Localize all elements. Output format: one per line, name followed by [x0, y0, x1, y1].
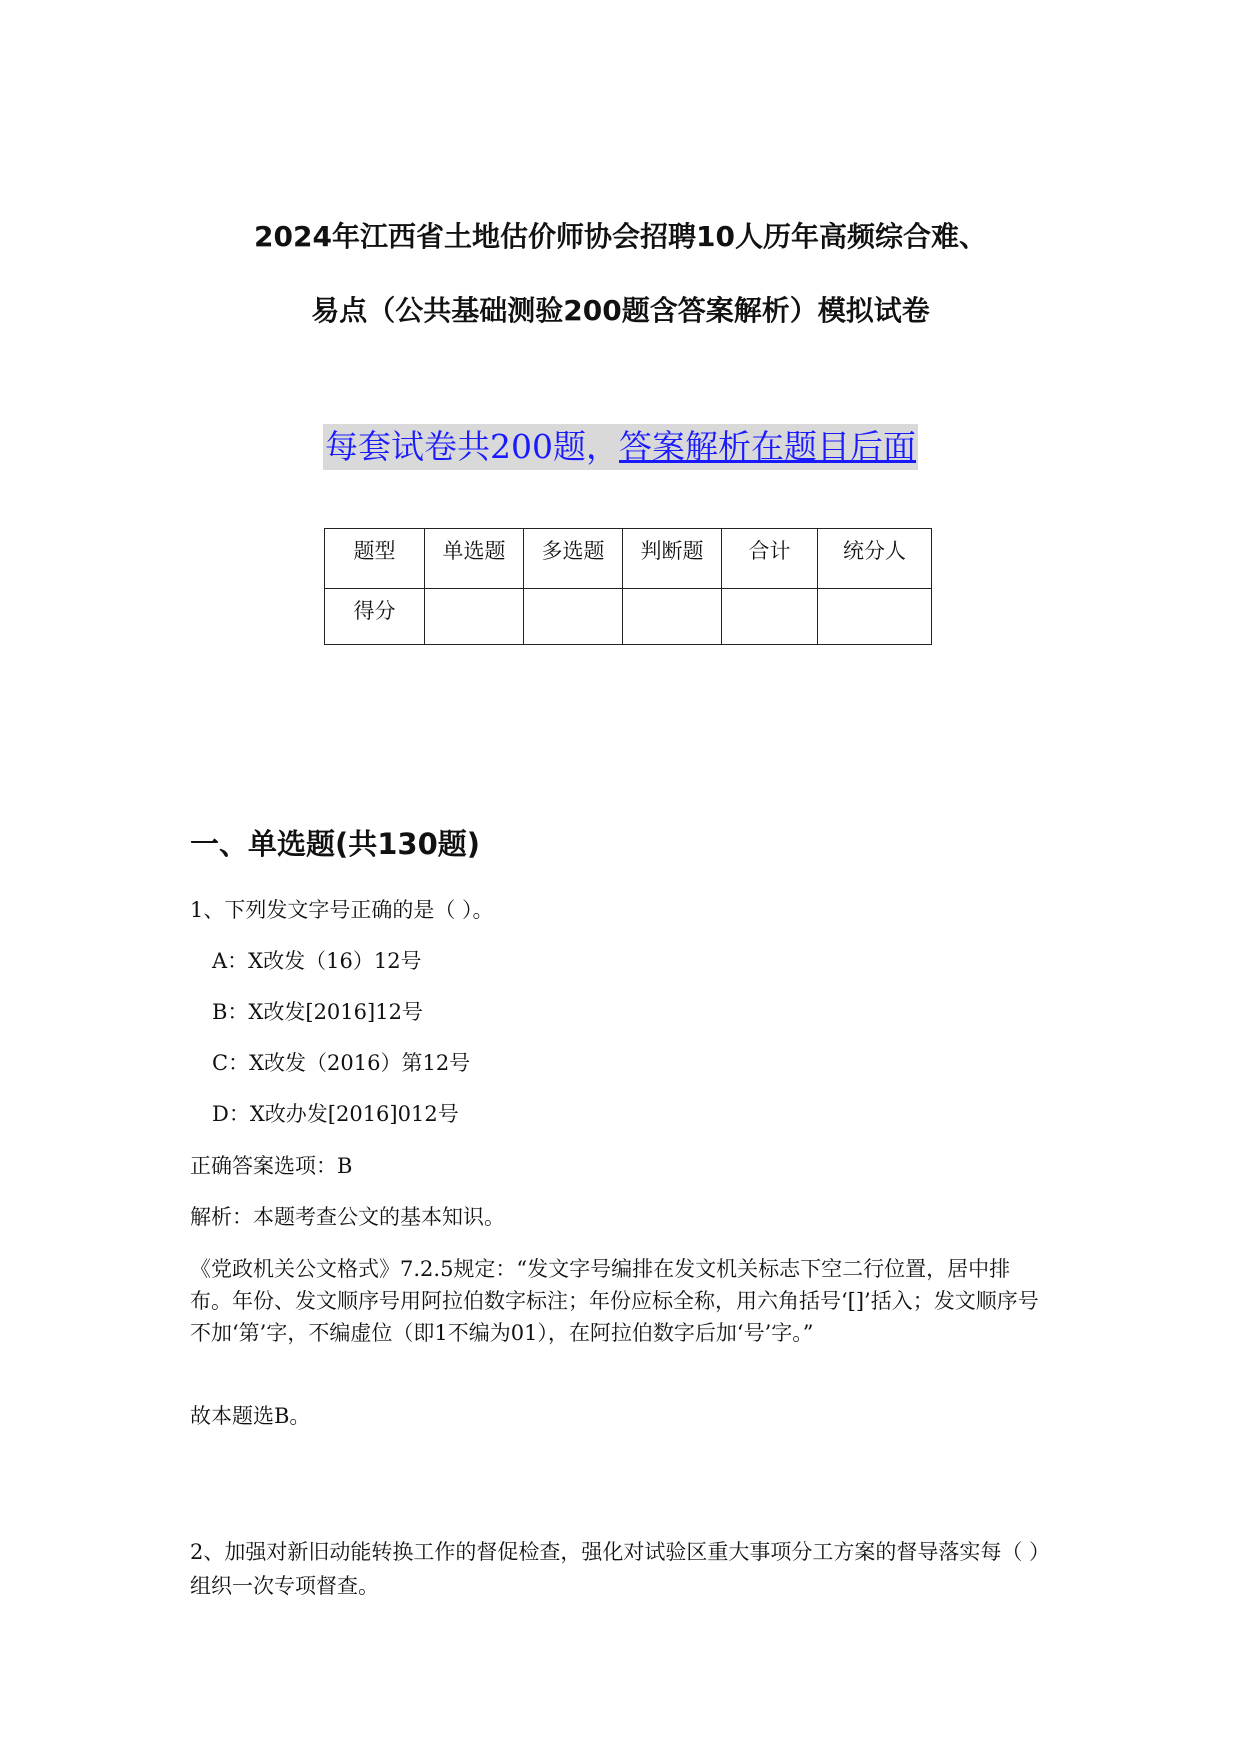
score-table-score-row — [325, 589, 932, 645]
score-table-header-row — [325, 529, 932, 589]
score-cell — [722, 589, 818, 645]
score-cell — [623, 589, 722, 645]
header-cell: 判断题 — [623, 529, 722, 589]
question-1-stem: 1、下列发文字号正确的是（ ）。 — [190, 898, 494, 922]
question-1-answer: 正确答案选项：B — [190, 1154, 353, 1178]
header-cell: 合计 — [722, 529, 818, 589]
header-cell: 题型 — [325, 529, 425, 589]
question-1-analysis: 解析：本题考查公文的基本知识。 — [190, 1205, 505, 1229]
title-line-2: 易点（公共基础测验200题含答案解析）模拟试卷 — [311, 294, 930, 327]
question-2-stem: 2、加强对新旧动能转换工作的督促检查，强化对试验区重大事项分工方案的督导落实每（ ）组织一次专项督查。 — [190, 1540, 1040, 1598]
section-heading: 一、单选题(共130题) — [190, 827, 481, 861]
header-cell: 单选题 — [425, 529, 524, 589]
title-line-1: 2024年江西省土地估价师协会招聘10人历年高频综合难、 — [254, 220, 987, 253]
header-cell: 多选题 — [524, 529, 623, 589]
document-title — [150, 200, 1091, 348]
score-cell — [818, 589, 932, 645]
answers-link[interactable]: 答案解析在题目后面 — [619, 427, 916, 466]
score-row-label: 得分 — [325, 589, 425, 645]
banner-box — [323, 424, 918, 470]
question-1-conclusion: 故本题选B。 — [190, 1404, 311, 1428]
score-cell — [425, 589, 524, 645]
score-table — [324, 528, 932, 645]
banner — [0, 424, 1241, 470]
banner-prefix: 每套试卷共200题， — [325, 427, 619, 466]
header-cell: 统分人 — [818, 529, 932, 589]
question-1-option-d: D：X改办发[2016]012号 — [212, 1102, 459, 1126]
question-1-option-c: C：X改发（2016）第12号 — [212, 1051, 471, 1075]
score-cell — [524, 589, 623, 645]
question-1-option-b: B：X改发[2016]12号 — [212, 1000, 423, 1024]
question-1-option-a: A：X改发（16）12号 — [212, 949, 422, 973]
question-1-explanation: 《党政机关公文格式》7.2.5规定：“发文字号编排在发文机关标志下空二行位置，居中排布。年份、发文顺序号用阿拉伯数字标注；年份应标全称，用六角括号‘[]’括入；发文顺序号不加‘第’字，不编虚位（即1不编为01），在阿拉伯数字后加‘号’字。” — [190, 1257, 1039, 1345]
